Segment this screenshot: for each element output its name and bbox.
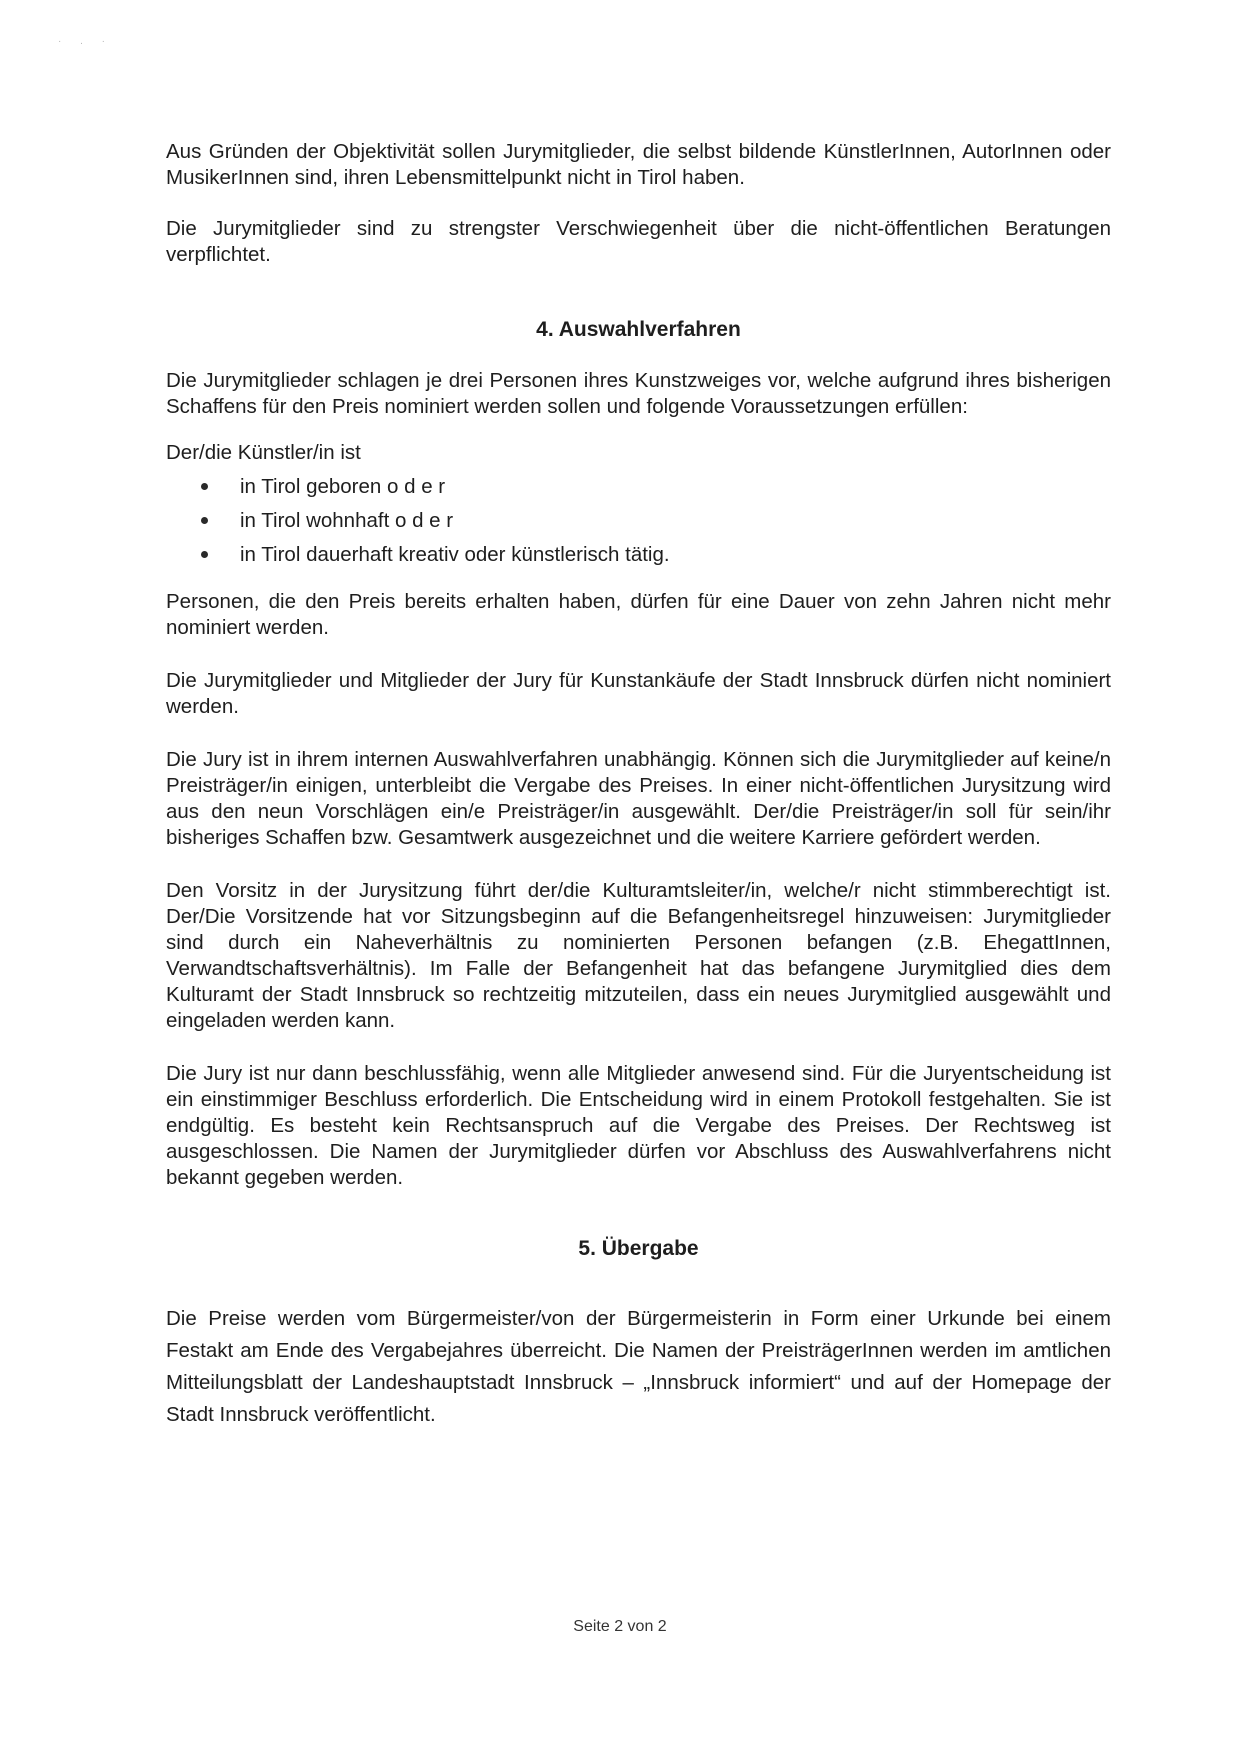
paragraph-confidentiality: Die Jurymitglieder sind zu strengster Verschwiegenheit über die nicht-öffentlichen Beratungen verpflichtet. — [166, 217, 1111, 266]
conditions-list — [166, 470, 1111, 572]
list-item: in Tirol dauerhaft kreativ oder künstlerisch tätig. — [166, 538, 1111, 572]
list-item: in Tirol wohnhaft o d e r — [166, 504, 1111, 538]
paragraph-objectivity: Aus Gründen der Objektivität sollen Jurymitglieder, die selbst bildende KünstlerInnen, AutorInnen oder MusikerInnen sind, ihren Lebensmittelpunkt nicht in Tirol haben. — [166, 140, 1111, 189]
paragraph-award-ceremony: Die Preise werden vom Bürgermeister/von der Bürgermeisterin in Form einer Urkunde bei einem Festakt am Ende des Vergabejahres überreicht. Die Namen der PreisträgerInnen werden im amtlichen Mitteilungsblatt der Landeshauptstadt Innsbruck – „Innsbruck informiert“ und auf der Homepage der Stadt Innsbruck veröffentlicht. — [166, 1307, 1111, 1426]
section-heading-auswahlverfahren: 4. Auswahlverfahren — [536, 318, 741, 341]
page-number: Seite 2 von 2 — [573, 1618, 667, 1635]
bullet-icon — [201, 517, 208, 524]
paragraph-previous-winners: Personen, die den Preis bereits erhalten haben, dürfen für eine Dauer von zehn Jahren nicht mehr nominiert werden. — [166, 590, 1111, 639]
bullet-icon — [201, 483, 208, 490]
list-item: in Tirol geboren o d e r — [166, 470, 1111, 504]
bullet-icon — [201, 551, 208, 558]
section-heading-uebergabe: 5. Übergabe — [578, 1237, 699, 1260]
paragraph-quorum-decision: Die Jury ist nur dann beschlussfähig, wenn alle Mitglieder anwesend sind. Für die Juryentscheidung ist ein einstimmiger Beschluss erforderlich. Die Entscheidung wird in einem Protokoll festgehalten. Sie ist endgültig. Es besteht kein Rechtsanspruch auf die Vergabe des Preises. Der Rechtsweg ist ausgeschlossen. Die Namen der Jurymitglieder dürfen vor Abschluss des Auswahlverfahrens nicht bekannt gegeben werden. — [166, 1062, 1111, 1189]
document-body — [166, 139, 1111, 1431]
scan-artifact: · . · — [58, 36, 113, 47]
paragraph-nomination-intro: Die Jurymitglieder schlagen je drei Personen ihres Kunstzweiges vor, welche aufgrund ihres bisherigen Schaffens für den Preis nominiert werden sollen und folgende Voraussetzungen erfüllen: — [166, 369, 1111, 418]
paragraph-jury-exclusion: Die Jurymitglieder und Mitglieder der Jury für Kunstankäufe der Stadt Innsbruck dürfen nicht nominiert werden. — [166, 669, 1111, 718]
conditions-label: Der/die Künstler/in ist — [166, 441, 361, 464]
paragraph-jury-independence: Die Jury ist in ihrem internen Auswahlverfahren unabhängig. Können sich die Jurymitglieder auf keine/n Preisträger/in einigen, unterbleibt die Vergabe des Preises. In einer nicht-öffentlichen Jurysitzung wird aus den neun Vorschlägen ein/e Preisträger/in ausgewählt. Der/die Preisträger/in soll für sein/ihr bisheriges Schaffen bzw. Gesamtwerk ausgezeichnet und die weitere Karriere gefördert werden. — [166, 748, 1111, 849]
paragraph-chair-bias-rule: Den Vorsitz in der Jurysitzung führt der/die Kulturamtsleiter/in, welche/r nicht stimmberechtigt ist. Der/Die Vorsitzende hat vor Sitzungsbeginn auf die Befangenheitsregel hinzuweisen: Jurymitglieder sind durch ein Naheverhältnis zu nominierten Personen befangen (z.B. EhegattInnen, Verwandtschaftsverhältnis). Im Falle der Befangenheit hat das befangene Jurymitglied dies dem Kulturamt der Stadt Innsbruck so rechtzeitig mitzuteilen, dass ein neues Jurymitglied ausgewählt und eingeladen werden kann. — [166, 879, 1111, 1032]
